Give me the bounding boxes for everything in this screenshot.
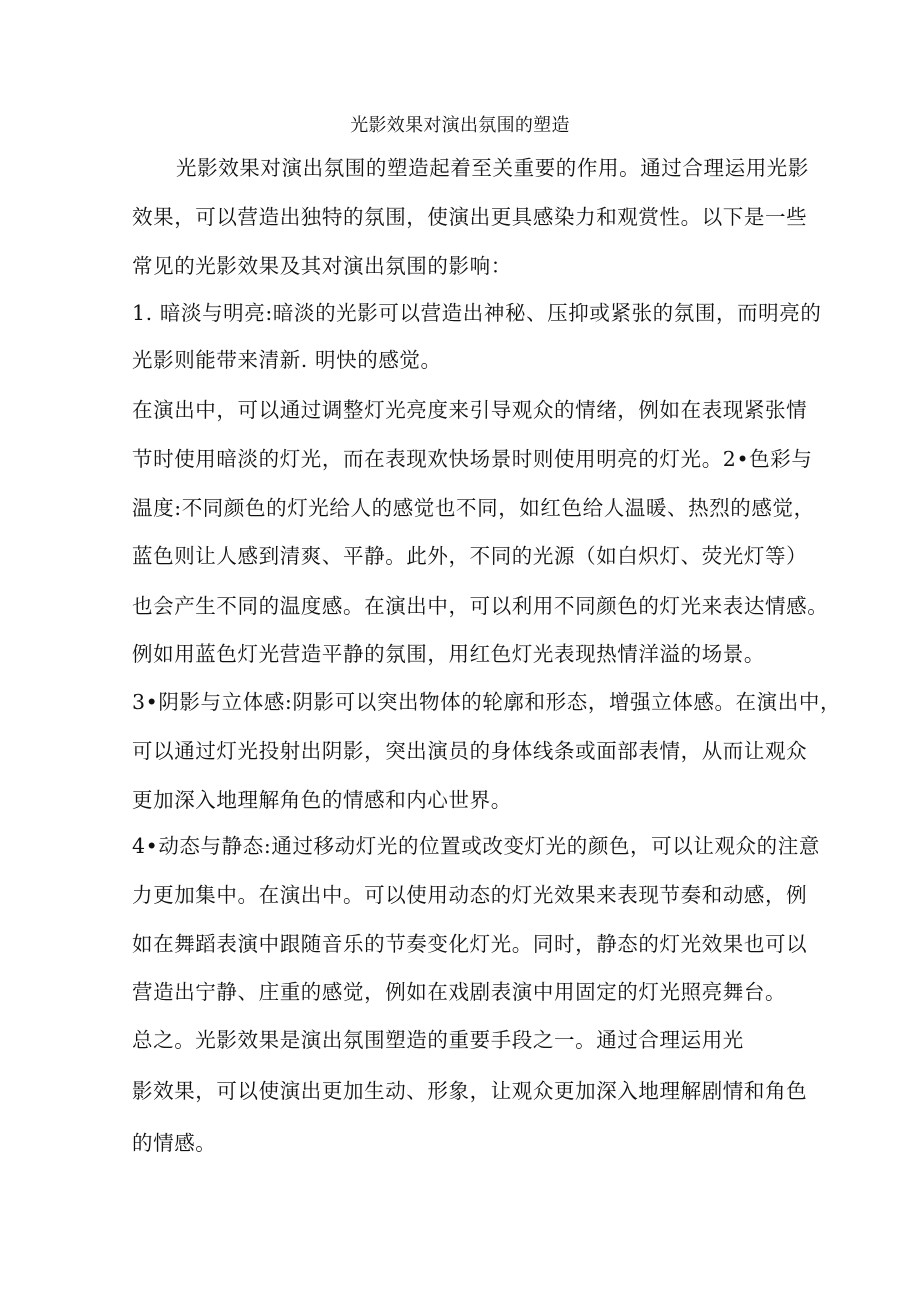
body-line-2: 效果，可以营造出独特的氛围，使演出更具感染力和观赏性。以下是一些 [132,205,808,229]
body-line-8: 温度:不同颜色的灯光给人的感觉也不同，如红色给人温暖、热烈的感觉， [132,496,815,520]
body-line-1: 光影效果对演出氛围的塑造起着至关重要的作用。通过合理运用光影 [176,156,809,180]
body-line-21: 的情感。 [132,1131,217,1155]
body-line-6: 在演出中，可以通过调整灯光亮度来引导观众的情绪，例如在表现紧张情 [132,398,808,422]
body-line-20: 影效果，可以使演出更加生动、形象，让观众更加深入地理解剧情和角色 [132,1079,808,1103]
body-line-4: 1. 暗淡与明亮:暗淡的光影可以营造出神秘、压抑或紧张的氛围，而明亮的 [132,301,822,325]
body-line-10: 也会产生不同的温度感。在演出中，可以利用不同颜色的灯光来表达情感。 [132,594,829,618]
body-line-18: 营造出宁静、庄重的感觉，例如在戏剧表演中用固定的灯光照亮舞台。 [132,980,787,1004]
body-line-7: 节时使用暗淡的灯光，而在表现欢快场景时则使用明亮的灯光。2•色彩与 [132,447,813,471]
body-line-5: 光影则能带来清新. 明快的感觉。 [132,348,442,372]
body-line-3: 常见的光影效果及其对演出氛围的影响： [132,254,512,278]
body-line-12: 3•阴影与立体感:阴影可以突出物体的轮廓和形态，增强立体感。在演出中， [132,690,842,714]
body-line-9: 蓝色则让人感到清爽、平静。此外，不同的光源（如白炽灯、荧光灯等） [132,544,808,568]
document-title: 光影效果对演出氛围的塑造 [350,115,570,136]
body-line-19: 总之。光影效果是演出氛围塑造的重要手段之一。通过合理运用光 [132,1028,744,1052]
body-line-17: 如在舞蹈表演中跟随音乐的节奏变化灯光。同时，静态的灯光效果也可以 [132,932,808,956]
body-line-16: 力更加集中。在演出中。可以使用动态的灯光效果来表现节奏和动感，例 [132,883,808,907]
body-line-13: 可以通过灯光投射出阴影，突出演员的身体线条或面部表情，从而让观众 [132,739,808,763]
body-line-11: 例如用蓝色灯光营造平静的氛围，用红色灯光表现热情洋溢的场景。 [132,642,765,666]
body-line-15: 4•动态与静态:通过移动灯光的位置或改变灯光的颜色，可以让观众的注意 [132,834,820,858]
body-line-14: 更加深入地理解角色的情感和内心世界。 [132,788,512,812]
